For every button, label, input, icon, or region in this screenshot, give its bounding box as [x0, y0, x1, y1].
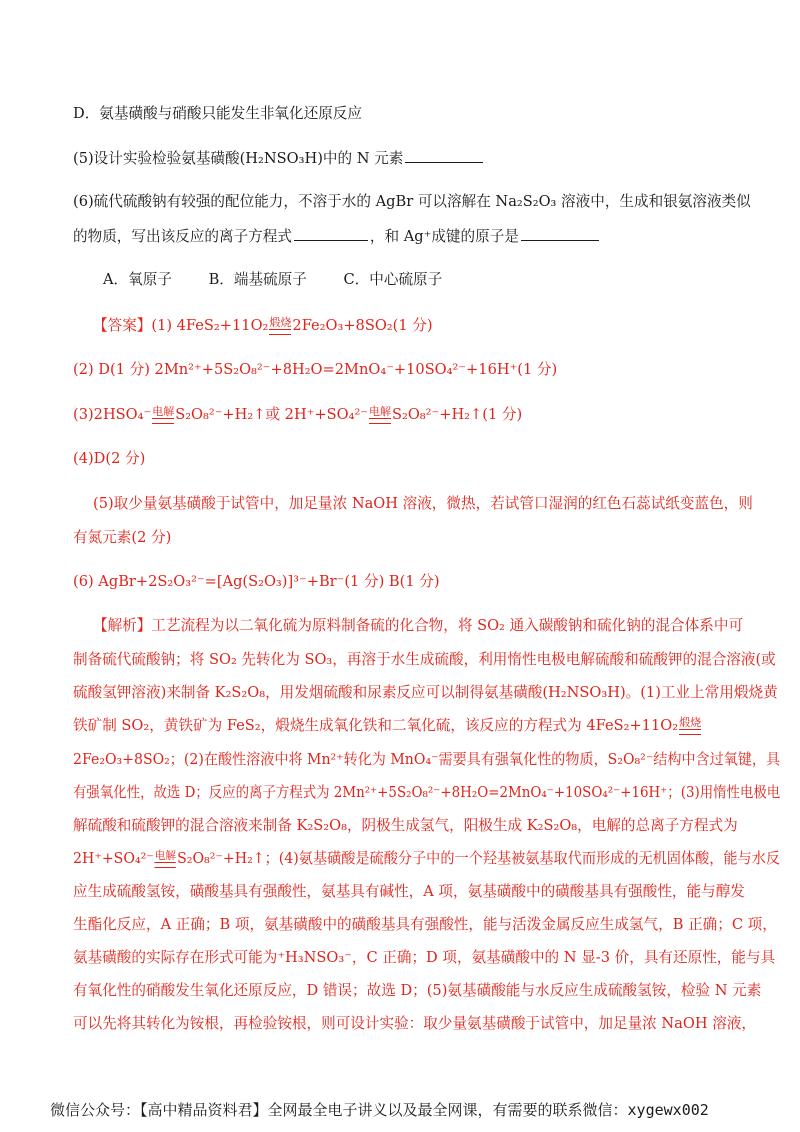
reaction-condition-calcine: 煅烧: [269, 317, 291, 335]
answer-5-line2: 有氮元素(2 分): [73, 529, 172, 546]
analysis-line-4-pre: 铁矿制 SO₂，黄铁矿为 FeS₂，煅烧生成氧化铁和二氧化硫，该反应的方程式为 4FeS₂+11O₂: [73, 717, 679, 734]
analysis-line-1: 【解析】工艺流程为以二氧化硫为原料制备硫的化合物，将 SO₂ 通入碳酸钠和硫化钠的混合体系中可: [93, 617, 744, 634]
analysis-line-9: 应生成硫酸氢铵，磺酸基具有强酸性，氨基具有碱性，A 项，氨基磺酸中的磺酸基具有强酸性，能与醇发: [73, 883, 745, 900]
analysis-line-12: 有氧化性的硝酸发生氧化还原反应，D 错误；故选 D；(5)氨基磺酸能与水反应生成硫酸氢铵，检验 N 元素: [73, 982, 762, 999]
answer-3-post: S₂O₈²⁻+H₂↑(1 分): [392, 406, 523, 423]
choice-a: A．氧原子: [103, 271, 172, 288]
answer-1-pre: 【答案】(1) 4FeS₂+11O₂: [93, 317, 269, 334]
reaction-condition-electrolysis-2: 电解: [369, 406, 391, 424]
footer-watermark: [50, 1099, 709, 1120]
analysis-line-13: 可以先将其转化为铵根，再检验铵根，则可设计实验：取少量氨基磺酸于试管中，加足量浓 NaOH 溶液，: [73, 1015, 756, 1032]
footer-wechat-id: xygewx002: [627, 1101, 709, 1119]
question-6-line2: [73, 226, 601, 247]
analysis-line-8-post: S₂O₈²⁻+H₂↑；(4)氨基磺酸是硫酸分子中的一个羟基被氨基取代而形成的无机固体酸，能与水反: [177, 850, 781, 867]
question-6-line1: (6)硫代硫酸钠有较强的配位能力，不溶于水的 AgBr 可以溶解在 Na₂S₂O₃ 溶液中，生成和银氨溶液类似: [73, 193, 751, 210]
option-d-text: D．氨基磺酸与硝酸只能发生非氧化还原反应: [73, 105, 362, 122]
analysis-line-11: 氨基磺酸的实际存在形式可能为⁺H₃NSO₃⁻，C 正确；D 项，氨基磺酸中的 N 显-3 价，具有还原性，能与具: [73, 949, 776, 966]
question-5-text: (5)设计实验检验氨基磺酸(H₂NSO₃H)中的 N 元素: [73, 150, 404, 167]
answer-3-pre: (3)2HSO₄⁻: [73, 406, 152, 423]
reaction-condition-electrolysis: 电解: [152, 406, 174, 424]
answer-4: (4)D(2 分): [73, 450, 146, 467]
question-5: [73, 148, 485, 169]
question-6-text-a: 的物质，写出该反应的离子方程式: [73, 228, 292, 245]
answer-6: (6) AgBr+2S₂O₃²⁻=[Ag(S₂O₃)]³⁻+Br⁻(1 分) B(1 分): [73, 573, 440, 590]
answer-1-post: 2Fe₂O₃+8SO₂(1 分): [292, 317, 433, 334]
answer-blank-6b: [521, 226, 599, 241]
footer-text: 微信公众号：【高中精品资料君】全网最全电子讲义以及最全网课，有需要的联系微信：: [50, 1101, 628, 1119]
analysis-line-6: 有强氧化性，故选 D；反应的离子方程式为 2Mn²⁺+5S₂O₈²⁻+8H₂O=2MnO₄⁻+10SO₄²⁻+16H⁺；(3)用惰性电极电: [73, 784, 781, 801]
analysis-line-4: [73, 716, 702, 736]
answer-1: [93, 316, 433, 336]
reaction-condition-electrolysis-3: 电解: [155, 850, 176, 868]
choice-c: C．中心硫原子: [343, 271, 443, 288]
question-6-text-b: ，和 Ag⁺成键的原子是: [369, 228, 519, 245]
analysis-line-3: 硫酸氢钾溶液)来制备 K₂S₂O₈，用发烟硫酸和尿素反应可以制得氨基磺酸(H₂NSO₃H)。(1)工业上常用煅烧黄: [73, 684, 778, 701]
reaction-condition-calcine-2: 煅烧: [679, 717, 701, 735]
answer-blank-5: [405, 148, 483, 163]
analysis-line-10: 生酯化反应，A 正确；B 项，氨基磺酸中的磺酸基具有强酸性，能与活泼金属反应生成氢气，B 正确；C 项，: [73, 916, 777, 933]
answer-3: [73, 405, 522, 425]
choice-b: B．端基硫原子: [208, 271, 307, 288]
analysis-line-8-pre: 2H⁺+SO₄²⁻: [73, 850, 154, 867]
answer-blank-6a: [294, 226, 368, 241]
analysis-line-2: 制备硫代硫酸钠；将 SO₂ 先转化为 SO₃，再溶于水生成硫酸，利用惰性电极电解硫酸和硫酸钾的混合溶液(或: [73, 651, 776, 668]
answer-5-line1: (5)取少量氨基磺酸于试管中，加足量浓 NaOH 溶液，微热，若试管口湿润的红色石蕊试纸变蓝色，则: [93, 495, 753, 512]
analysis-line-8: [73, 849, 780, 869]
analysis-line-5: 2Fe₂O₃+8SO₂；(2)在酸性溶液中将 Mn²⁺转化为 MnO₄⁻需要具有强氧化性的物质，S₂O₈²⁻结构中含过氧键，具: [73, 751, 781, 768]
choice-row: [103, 270, 474, 290]
analysis-line-7: 解硫酸和硫酸钾的混合溶液来制备 K₂S₂O₈，阴极生成氢气，阳极生成 K₂S₂O₈，电解的总离子方程式为: [73, 817, 738, 834]
answer-2: (2) D(1 分) 2Mn²⁺+5S₂O₈²⁻+8H₂O=2MnO₄⁻+10SO₄²⁻+16H⁺(1 分): [73, 361, 558, 378]
answer-3-mid: S₂O₈²⁻+H₂↑或 2H⁺+SO₄²⁻: [175, 406, 368, 423]
